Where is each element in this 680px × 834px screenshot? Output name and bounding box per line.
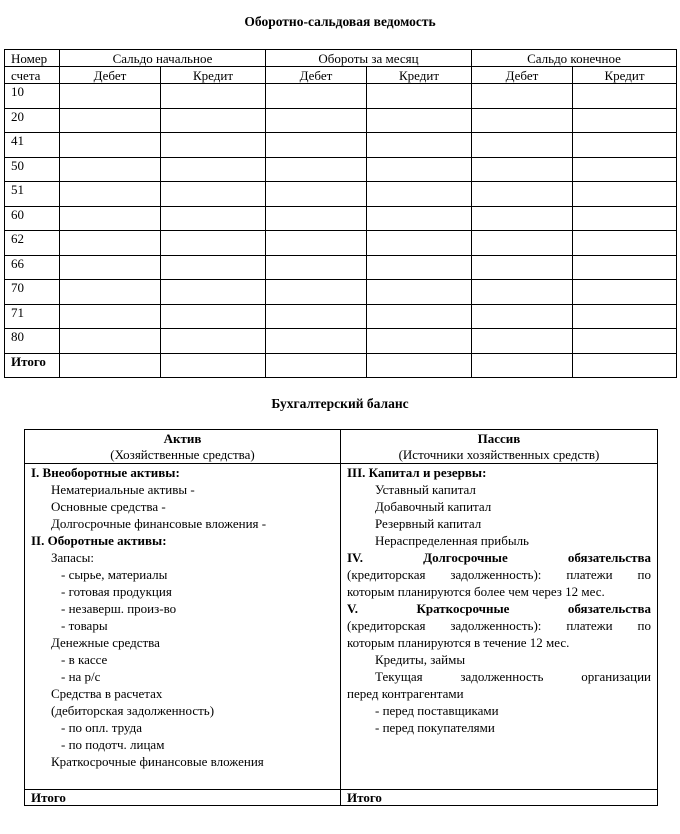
amount-cell: [266, 280, 367, 305]
liabilities-total: Итого: [341, 790, 658, 806]
amount-cell: [266, 231, 367, 256]
inventory-item: Запасы:: [51, 550, 94, 565]
amount-cell: [161, 108, 266, 133]
account-number-cell: 50: [5, 157, 60, 182]
fixed-assets-item: Основные средства -: [51, 499, 166, 514]
amount-cell: [161, 353, 266, 378]
amount-cell: [266, 84, 367, 109]
amount-cell: [161, 206, 266, 231]
liabilities-header: [341, 430, 658, 464]
amount-cell: [60, 182, 161, 207]
amount-cell: [60, 353, 161, 378]
inventory-subitem: - сырье, материалы: [61, 567, 168, 582]
balance-body-row: [25, 464, 658, 790]
amount-cell: [266, 255, 367, 280]
amount-cell: [367, 108, 472, 133]
amount-cell: [60, 304, 161, 329]
turnover-credit-header: Кредит: [367, 67, 472, 84]
amount-cell: [573, 353, 677, 378]
amount-cell: [367, 255, 472, 280]
short-term-liabilities-heading: V. Краткосрочные обязательства: [347, 601, 651, 616]
assets-subtitle: (Хозяйственные средства): [110, 447, 255, 462]
account-row: [5, 84, 677, 109]
account-number-cell: 10: [5, 84, 60, 109]
capital-reserves-heading: III. Капитал и резервы:: [347, 465, 487, 480]
account-number-cell: 66: [5, 255, 60, 280]
liabilities-subtitle: (Источники хозяйственных средств): [398, 447, 600, 462]
amount-cell: [266, 157, 367, 182]
amount-cell: [266, 353, 367, 378]
short-term-liabilities-desc: (кредиторская задолженность): платежи по: [347, 618, 651, 633]
long-term-liabilities-desc-2: которым планируются более чем через 12 мес.: [347, 584, 605, 599]
settlements-subitem: - по опл. труда: [61, 720, 142, 735]
amount-cell: [367, 133, 472, 158]
account-row: [5, 304, 677, 329]
closing-balance-header: Сальдо конечное: [472, 50, 677, 67]
turnover-header-row-1: [5, 50, 677, 67]
balance-sheet-table: [24, 429, 658, 806]
amount-cell: [266, 304, 367, 329]
assets-total: Итого: [25, 790, 341, 806]
turnover-header-row-2: [5, 67, 677, 84]
balance-sheet-title: Бухгалтерский баланс: [271, 396, 409, 411]
amount-cell: [472, 255, 573, 280]
credits-loans-item: Кредиты, займы: [375, 652, 466, 667]
account-number-header: Номер: [5, 50, 60, 67]
amount-cell: [161, 84, 266, 109]
amount-cell: [161, 329, 266, 354]
account-row: [5, 182, 677, 207]
monthly-turnover-header: Обороты за месяц: [266, 50, 472, 67]
amount-cell: [60, 133, 161, 158]
short-term-investments-item: Краткосрочные финансовые вложения: [51, 754, 264, 769]
current-assets-heading: II. Оборотные активы:: [31, 533, 167, 548]
debt-subitem: - перед поставщиками: [375, 703, 499, 718]
opening-debit-header: Дебет: [60, 67, 161, 84]
account-number-cell: 70: [5, 280, 60, 305]
account-number-cell: 62: [5, 231, 60, 256]
amount-cell: [367, 280, 472, 305]
long-term-liabilities-desc: (кредиторская задолженность): платежи по: [347, 567, 651, 582]
amount-cell: [472, 84, 573, 109]
total-row: [5, 353, 677, 378]
settlements-subitem: - по подотч. лицам: [61, 737, 165, 752]
amount-cell: [266, 206, 367, 231]
assets-title: Актив: [163, 431, 202, 446]
amount-cell: [573, 255, 677, 280]
closing-credit-header: Кредит: [573, 67, 677, 84]
account-row: [5, 231, 677, 256]
balance-header-row: [25, 430, 658, 464]
amount-cell: [367, 84, 472, 109]
account-number-cell: 80: [5, 329, 60, 354]
amount-cell: [472, 108, 573, 133]
amount-cell: [472, 304, 573, 329]
amount-cell: [472, 157, 573, 182]
liabilities-column: [341, 464, 658, 790]
amount-cell: [60, 231, 161, 256]
cash-subitem: - в кассе: [61, 652, 108, 667]
amount-cell: [472, 231, 573, 256]
cash-item: Денежные средства: [51, 635, 160, 650]
long-term-liabilities-heading: IV. Долгосрочные обязательства: [347, 550, 651, 565]
amount-cell: [573, 280, 677, 305]
amount-cell: [472, 329, 573, 354]
turnover-debit-header: Дебет: [266, 67, 367, 84]
amount-cell: [573, 108, 677, 133]
account-row: [5, 329, 677, 354]
account-number-cell: 41: [5, 133, 60, 158]
amount-cell: [161, 182, 266, 207]
amount-cell: [60, 84, 161, 109]
amount-cell: [367, 206, 472, 231]
amount-cell: [161, 231, 266, 256]
amount-cell: [161, 133, 266, 158]
current-debt-item-2: перед контрагентами: [347, 686, 464, 701]
opening-balance-header: Сальдо начальное: [60, 50, 266, 67]
amount-cell: [367, 182, 472, 207]
amount-cell: [266, 329, 367, 354]
short-term-liabilities-desc-2: которым планируются в течение 12 мес.: [347, 635, 570, 650]
account-number-cell: 20: [5, 108, 60, 133]
balance-total-row: [25, 790, 658, 806]
account-row: [5, 206, 677, 231]
amount-cell: [367, 157, 472, 182]
account-row: [5, 255, 677, 280]
account-row: [5, 108, 677, 133]
amount-cell: [367, 329, 472, 354]
capital-item: Резервный капитал: [375, 516, 482, 531]
amount-cell: [266, 108, 367, 133]
capital-item: Нераспределенная прибыль: [375, 533, 529, 548]
capital-item: Уставный капитал: [375, 482, 476, 497]
amount-cell: [367, 304, 472, 329]
amount-cell: [266, 133, 367, 158]
amount-cell: [161, 280, 266, 305]
account-number-header-2: счета: [5, 67, 60, 84]
account-number-cell: 60: [5, 206, 60, 231]
inventory-subitem: - незаверш. произ-во: [61, 601, 177, 616]
amount-cell: [573, 157, 677, 182]
amount-cell: [573, 231, 677, 256]
amount-cell: [472, 133, 573, 158]
amount-cell: [573, 329, 677, 354]
assets-column: [25, 464, 341, 790]
settlements-item: Средства в расчетах: [51, 686, 163, 701]
account-number-cell: 71: [5, 304, 60, 329]
amount-cell: [60, 108, 161, 133]
amount-cell: [60, 329, 161, 354]
total-label: Итого: [5, 353, 60, 378]
amount-cell: [472, 182, 573, 207]
amount-cell: [161, 304, 266, 329]
amount-cell: [472, 280, 573, 305]
inventory-subitem: - товары: [61, 618, 108, 633]
amount-cell: [573, 304, 677, 329]
amount-cell: [472, 206, 573, 231]
account-row: [5, 157, 677, 182]
amount-cell: [60, 206, 161, 231]
account-row: [5, 280, 677, 305]
debt-subitem: - перед покупателями: [375, 720, 495, 735]
inventory-subitem: - готовая продукция: [61, 584, 172, 599]
amount-cell: [161, 255, 266, 280]
account-number-cell: 51: [5, 182, 60, 207]
closing-debit-header: Дебет: [472, 67, 573, 84]
noncurrent-assets-heading: I. Внеоборотные активы:: [31, 465, 180, 480]
intangible-assets-item: Нематериальные активы -: [51, 482, 195, 497]
liabilities-title: Пассив: [477, 431, 521, 446]
current-debt-item: Текущая задолженность организации: [375, 669, 651, 684]
amount-cell: [60, 255, 161, 280]
amount-cell: [573, 206, 677, 231]
amount-cell: [573, 133, 677, 158]
amount-cell: [266, 182, 367, 207]
amount-cell: [161, 157, 266, 182]
amount-cell: [60, 280, 161, 305]
amount-cell: [573, 182, 677, 207]
opening-credit-header: Кредит: [161, 67, 266, 84]
turnover-sheet-table: [4, 49, 677, 378]
capital-item: Добавочный капитал: [375, 499, 492, 514]
assets-header: [25, 430, 341, 464]
amount-cell: [367, 231, 472, 256]
amount-cell: [367, 353, 472, 378]
long-term-investments-item: Долгосрочные финансовые вложения -: [51, 516, 267, 531]
receivables-note: (дебиторская задолженность): [51, 703, 215, 718]
turnover-sheet-title: Оборотно-сальдовая ведомость: [244, 14, 436, 29]
amount-cell: [60, 157, 161, 182]
cash-subitem: - на р/с: [61, 669, 101, 684]
account-row: [5, 133, 677, 158]
amount-cell: [472, 353, 573, 378]
amount-cell: [573, 84, 677, 109]
